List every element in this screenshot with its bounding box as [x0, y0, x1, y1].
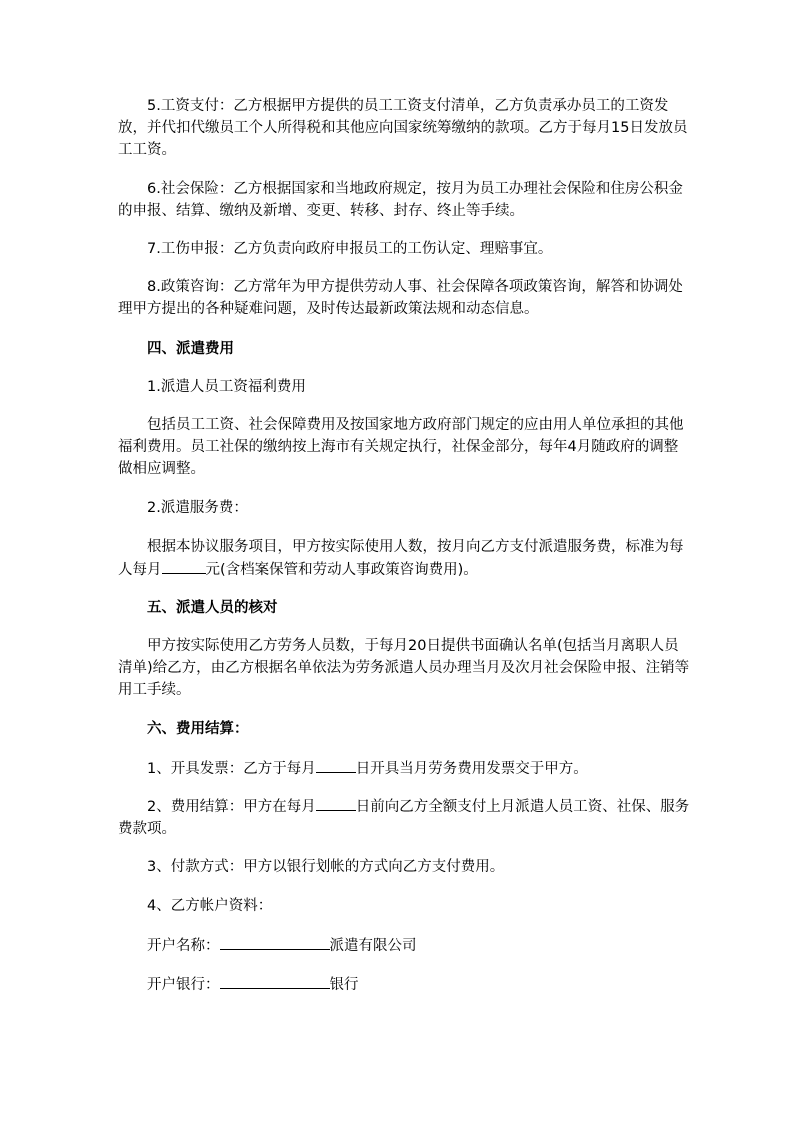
bank-blank — [220, 973, 330, 989]
service-fee-amount-blank — [162, 558, 206, 574]
paragraph-social-insurance: 6.社会保险：乙方根据国家和当地政府规定，按月为员工办理社会保险和住房公积金的申报、结算、缴纳及新增、变更、转移、封存、终止等手续。 — [118, 181, 683, 219]
invoice-text-b: 日开具当月劳务费用发票交于甲方。 — [355, 761, 588, 777]
settlement-day-blank — [316, 795, 356, 811]
item-account-info: 4、乙方帐户资料： — [147, 898, 273, 914]
bank-label: 开户银行： — [147, 977, 220, 993]
heading-personnel-verification: 五、派遣人员的核对 — [147, 600, 278, 616]
settlement-text-b: 日前向乙方全额支付上月派遣人员工资、社保、服务费款项。 — [118, 799, 690, 837]
item-service-fee-title: 2.派遣服务费： — [147, 500, 248, 516]
paragraph-wage-payment: 5.工资支付：乙方根据甲方提供的员工工资支付清单，乙方负责承办员工的工资发放，并代扣代缴员工个人所得税和其他应向国家统筹缴纳的款项。乙方于每月15日发放员工工资。 — [118, 98, 688, 158]
paragraph-injury-claim: 7.工伤申报：乙方负责向政府申报员工的工伤认定、理赔事宜。 — [147, 241, 553, 257]
account-name-line — [118, 934, 690, 957]
account-name-label: 开户名称： — [147, 938, 220, 954]
service-fee-text-b: 元(含档案保管和劳动人事政策咨询费用)。 — [205, 562, 478, 578]
settlement-text-a: 2、费用结算：甲方在每月 — [147, 799, 316, 815]
item-payment-method: 3、付款方式：甲方以银行划帐的方式向乙方支付费用。 — [147, 859, 505, 875]
heading-dispatch-fees: 四、派遣费用 — [147, 341, 234, 357]
service-fee-text-a: 根据本协议服务项目，甲方按实际使用人数，按月向乙方支付派遣服务费，标准为每人每月 — [118, 539, 684, 578]
invoice-text-a: 1、开具发票：乙方于每月 — [147, 761, 316, 777]
paragraph-service-fee — [118, 536, 690, 581]
paragraph-wage-welfare: 包括员工工资、社会保障费用及按国家地方政府部门规定的应由用人单位承担的其他福利费用。员工社保的缴纳按上海市有关规定执行，社保金部分，每年4月随政府的调整做相应调整。 — [118, 417, 684, 477]
heading-fee-settlement: 六、费用结算： — [147, 721, 249, 737]
paragraph-personnel-verification: 甲方按实际使用乙方劳务人员数，于每月20日提供书面确认名单(包括当月离职人员清单)给乙方，由乙方根据名单依法为劳务派遣人员办理当月及次月社会保险申报、注销等用工手续。 — [118, 638, 690, 698]
item-invoice — [118, 757, 690, 780]
item-settlement — [118, 795, 690, 840]
invoice-day-blank — [316, 757, 356, 773]
account-name-suffix: 派遣有限公司 — [329, 938, 417, 954]
bank-line — [118, 973, 690, 996]
item-wage-welfare-title: 1.派遣人员工资福利费用 — [147, 379, 306, 395]
bank-suffix: 银行 — [329, 977, 359, 993]
account-name-blank — [220, 934, 330, 950]
paragraph-policy-consulting: 8.政策咨询：乙方常年为甲方提供劳动人事、社会保障各项政策咨询，解答和协调处理甲方提出的各种疑难问题，及时传达最新政策法规和动态信息。 — [118, 279, 683, 317]
